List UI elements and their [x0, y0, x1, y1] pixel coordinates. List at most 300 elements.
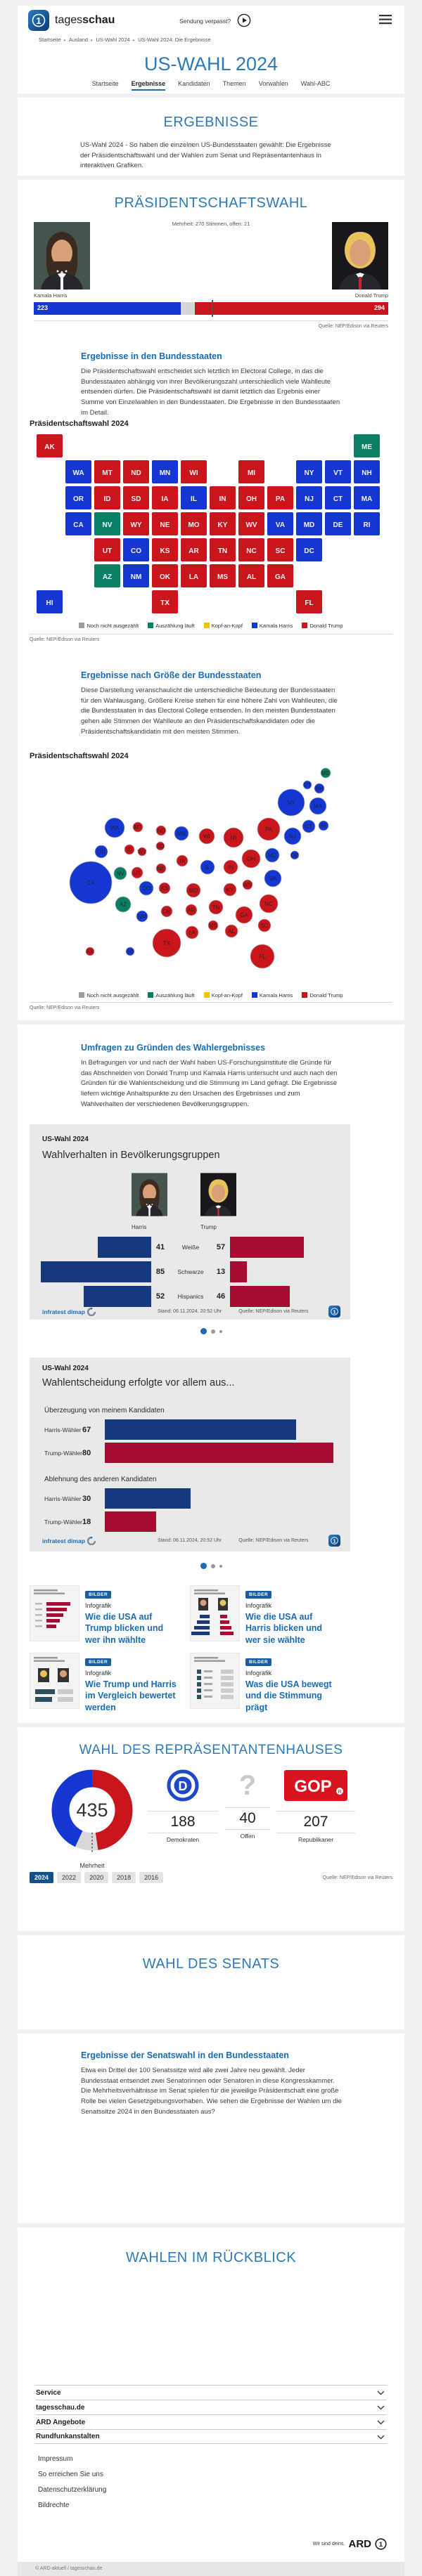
svg-text:1: 1 — [378, 2540, 383, 2548]
state-AZ[interactable] — [94, 564, 120, 587]
tagesschau-logo-icon — [28, 10, 49, 31]
state-CA[interactable] — [65, 512, 91, 535]
carousel-dot[interactable] — [211, 1564, 215, 1568]
state-DE[interactable] — [325, 512, 351, 535]
year-pill-2020[interactable]: 2020 — [84, 1872, 108, 1883]
democrats-seats: 188 — [148, 1811, 218, 1833]
state-bubble-NH[interactable] — [314, 783, 324, 793]
state-MO[interactable] — [181, 512, 207, 535]
breadcrumb: Startseite ▸ Ausland ▸ US-Wahl 2024 ▸ US-Wahl 2024: Die Ergebnisse — [39, 37, 211, 43]
state-bubble-TN[interactable] — [209, 900, 223, 914]
breadcrumb-item[interactable]: Ausland — [68, 37, 89, 43]
tossup-legend-chip — [204, 623, 210, 628]
trump-bar-track — [230, 1237, 339, 1258]
infographic-footer — [42, 1535, 340, 1547]
carousel-dot-active[interactable] — [200, 1328, 207, 1334]
svg-text:NY: NY — [287, 800, 295, 806]
state-AR[interactable] — [181, 538, 207, 561]
svg-text:CT: CT — [333, 495, 343, 503]
bubble-chart-title: Präsidentschaftswahl 2024 — [30, 752, 129, 760]
ergebnisse-section — [18, 98, 404, 176]
section-title-ergebnisse: ERGEBNISSE — [163, 115, 259, 130]
svg-text:IN: IN — [228, 864, 234, 871]
state-PA[interactable] — [267, 486, 293, 509]
state-MS[interactable] — [210, 564, 236, 587]
missed-broadcast-label[interactable]: Sendung verpasst? — [179, 18, 231, 25]
svg-text:NV: NV — [102, 521, 113, 529]
state-WY[interactable] — [123, 512, 149, 535]
footer-link[interactable]: Datenschutzerklärung — [38, 2485, 107, 2494]
quelle-note: Quelle: NEP/Edison via Reuters — [238, 1538, 309, 1543]
state-bubble-NM[interactable] — [136, 911, 148, 922]
state-KS[interactable] — [152, 538, 178, 561]
state-bubble-TX[interactable] — [153, 929, 181, 957]
state-bubble-VT[interactable] — [303, 781, 312, 789]
teaser-thumbnail-image — [30, 1585, 79, 1641]
umfragen-text: In Befragungen vor und nach der Wahl haben US-Forschungsinstitute die Gründe für das Abschneiden von Donald Trump und Kamala Harris untersucht und auch nach den Gründen für die Wahlentscheidung und die Stimmung im Land gefragt. Die Ergebnisse liefern wichtige Anhaltspunkte zu den Ursachen des Ergebnisses und zum Wahlverhalten der verschiedenen Bevölkerungsgruppen. — [81, 1059, 338, 1108]
svg-text:LA: LA — [188, 573, 199, 581]
infratest-dimap-mark — [87, 1308, 96, 1316]
svg-text:VA: VA — [269, 876, 277, 882]
section-title-senat: WAHL DES SENATS — [142, 1956, 280, 1972]
copyright-bar — [18, 2562, 404, 2576]
state-bubble-CO[interactable] — [139, 881, 153, 895]
state-MD[interactable] — [296, 512, 322, 535]
carousel-dot-active[interactable] — [200, 1563, 207, 1569]
teaser-kicker: Infografik — [245, 1670, 272, 1677]
footer-accordion-4[interactable] — [35, 2429, 387, 2444]
state-bubble-FL[interactable] — [250, 944, 274, 968]
svg-text:RI: RI — [363, 521, 371, 529]
state-bubble-WV[interactable] — [243, 880, 252, 890]
harris-bar — [84, 1286, 151, 1307]
democrats-label: Demokraten — [166, 1836, 200, 1843]
svg-text:OR: OR — [73, 495, 84, 503]
state-bubble-IL[interactable] — [200, 860, 215, 874]
footer-link[interactable]: Impressum — [38, 2454, 73, 2463]
trump-bar-track — [230, 1286, 339, 1307]
teaser-title[interactable]: Wie die USA auf Harris blicken und wer sie wählte — [245, 1612, 323, 1645]
gop-logo — [284, 1769, 347, 1802]
state-NH[interactable] — [354, 460, 380, 483]
footer-accordion-2[interactable] — [35, 2400, 387, 2414]
legend-item: Kopf-an-Kopf — [204, 992, 243, 998]
senate-states-heading[interactable]: Ergebnisse der Senatswahl in den Bundesstaaten — [81, 2050, 289, 2060]
state-bubble-MN[interactable] — [174, 826, 188, 840]
bilder-badge: BILDER — [245, 1658, 271, 1666]
teaser-thumbnail-image — [190, 1585, 240, 1641]
legend-item: Noch nicht ausgezählt — [79, 623, 139, 629]
state-bubble-UT[interactable] — [132, 867, 143, 878]
state-NV[interactable] — [94, 512, 120, 535]
divider — [34, 320, 388, 321]
year-pill-2016[interactable]: 2016 — [139, 1872, 163, 1883]
divider — [30, 1002, 392, 1003]
carousel-dot[interactable] — [219, 1565, 222, 1568]
source-note: Quelle: NEP/Edison via Reuters — [30, 637, 100, 642]
state-VT[interactable] — [325, 460, 351, 483]
state-bubble-NY[interactable] — [278, 789, 305, 816]
trump-photo — [332, 222, 388, 293]
ard-claim: Wir sind deins. — [312, 2542, 345, 2546]
svg-text:LA: LA — [188, 930, 196, 936]
svg-text:OH: OH — [246, 495, 257, 503]
section-title-praesidentschaftswahl: PRÄSIDENTSCHAFTSWAHL — [114, 195, 308, 211]
tab-vorwahlen[interactable]: Vorwahlen — [258, 80, 288, 87]
state-SD[interactable] — [123, 486, 149, 509]
state-bubble-MD[interactable] — [265, 848, 279, 862]
state-bubble-AZ[interactable] — [115, 897, 131, 912]
voter-group-label: Harris-Wähler — [44, 1426, 82, 1433]
bubble-legend — [18, 992, 404, 998]
state-WA[interactable] — [65, 460, 91, 483]
svg-text:WY: WY — [130, 521, 142, 529]
republicans-column — [276, 1769, 355, 1843]
ard-logo[interactable] — [313, 2538, 387, 2550]
state-IA[interactable] — [152, 486, 178, 509]
state-NM[interactable] — [123, 564, 149, 587]
legend-item: Auszählung läuft — [148, 623, 194, 629]
state-DC[interactable] — [296, 538, 322, 561]
accordion-label: Rundfunkanstalten — [36, 2433, 100, 2440]
state-IL[interactable] — [181, 486, 207, 509]
state-NE[interactable] — [152, 512, 178, 535]
stand-note: Stand: 06.11.2024, 20:52 Uhr — [157, 1538, 222, 1543]
state-NC[interactable] — [238, 538, 264, 561]
header-section — [18, 6, 404, 93]
state-bubble-LA[interactable] — [186, 926, 198, 939]
svg-text:ID: ID — [103, 495, 111, 503]
map-legend — [18, 623, 404, 629]
hamburger-menu-icon[interactable] — [379, 15, 392, 28]
state-FL[interactable] — [296, 590, 322, 613]
state-KY[interactable] — [210, 512, 236, 535]
svg-text:MI: MI — [230, 835, 237, 841]
state-NJ[interactable] — [296, 486, 322, 509]
svg-text:R: R — [338, 1790, 342, 1795]
state-bubble-ID[interactable] — [124, 845, 134, 854]
bilder-badge: BILDER — [245, 1591, 271, 1599]
year-pill-2022[interactable]: 2022 — [57, 1872, 81, 1883]
svg-text:DC: DC — [304, 547, 314, 555]
state-MI[interactable] — [238, 460, 264, 483]
infographic-kicker: US-Wahl 2024 — [42, 1136, 89, 1143]
svg-text:VA: VA — [275, 521, 286, 529]
open-column — [225, 1769, 270, 1840]
teaser-link[interactable] — [190, 1585, 339, 1646]
electoral-result-bar[interactable] — [34, 302, 388, 315]
teaser-thumbnail — [190, 1585, 240, 1646]
state-bubble-KS[interactable] — [159, 883, 170, 894]
state-bubble-PA[interactable] — [257, 818, 280, 840]
svg-text:UT: UT — [102, 547, 113, 555]
infographic-title: Wahlverhalten in Bevölkerungsgruppen — [42, 1150, 220, 1161]
state-MT[interactable] — [94, 460, 120, 483]
state-bubble-OH[interactable] — [242, 850, 260, 868]
state-TX[interactable] — [152, 590, 178, 613]
voter-group-value: 80 — [82, 1448, 91, 1457]
state-bubble-CT[interactable] — [302, 820, 315, 833]
teaser-thumbnail — [30, 1653, 79, 1713]
state-bubble-ME[interactable] — [321, 768, 331, 778]
footer-accordion-1[interactable] — [35, 2385, 387, 2400]
teaser-text — [85, 1585, 179, 1646]
portrait-image — [34, 222, 90, 290]
state-bubble-SC[interactable] — [258, 919, 271, 932]
infographic-footer — [42, 1306, 340, 1318]
svg-text:1: 1 — [36, 15, 41, 26]
state-ID[interactable] — [94, 486, 120, 509]
svg-text:SD: SD — [131, 495, 141, 503]
state-AK[interactable] — [37, 434, 63, 457]
state-bubble-OR[interactable] — [95, 845, 108, 858]
democrats-logo — [167, 1769, 199, 1802]
state-MA[interactable] — [354, 486, 380, 509]
tab-wahl-abc[interactable]: Wahl-ABC — [300, 80, 331, 87]
svg-text:TX: TX — [160, 599, 170, 607]
trump-bar-segment-value: 294 — [373, 304, 385, 311]
bilder-badge: BILDER — [85, 1591, 111, 1599]
teaser-thumbnail — [30, 1585, 79, 1646]
legend-item: Donald Trump — [302, 992, 343, 998]
state-bubble-AL[interactable] — [225, 925, 238, 937]
states-map[interactable] — [30, 433, 392, 622]
ard-one-icon — [375, 2538, 387, 2550]
republicans-label: Republikaner — [298, 1836, 334, 1843]
carousel-dots[interactable] — [18, 1328, 404, 1334]
state-bubble-MS[interactable] — [208, 921, 218, 930]
state-MN[interactable] — [152, 460, 178, 483]
open-question-icon: ? — [238, 1770, 257, 1801]
state-bubble-ND[interactable] — [156, 826, 166, 835]
teaser-title[interactable]: Was die USA bewegt und die Stimmung prägt — [245, 1679, 332, 1712]
svg-text:CA: CA — [87, 880, 95, 886]
svg-text:TX: TX — [162, 940, 171, 947]
state-LA[interactable] — [181, 564, 207, 587]
state-OK[interactable] — [152, 564, 178, 587]
decision-bar — [105, 1419, 296, 1440]
state-CT[interactable] — [325, 486, 351, 509]
tagesschau-logo-icon — [328, 1535, 340, 1547]
state-TN[interactable] — [210, 538, 236, 561]
svg-text:MO: MO — [188, 521, 200, 529]
state-bubble-MI[interactable] — [224, 828, 243, 847]
teaser-title[interactable]: Wie die USA auf Trump blicken und wer ihn wählte — [85, 1612, 164, 1645]
svg-text:ID: ID — [127, 847, 132, 853]
state-bubble-IN[interactable] — [224, 860, 238, 874]
state-bubble-NC[interactable] — [260, 895, 278, 913]
group-label: Hispanics — [177, 1293, 204, 1300]
svg-text:MI: MI — [247, 469, 256, 477]
ard-wordmark: ARD — [348, 2538, 371, 2550]
trump-bar — [230, 1286, 290, 1307]
republicans-seats: 207 — [276, 1811, 355, 1833]
source-note: Quelle: NEP/Edison via Reuters — [322, 1875, 392, 1880]
state-OR[interactable] — [65, 486, 91, 509]
state-IN[interactable] — [210, 486, 236, 509]
source-note: Quelle: NEP/Edison via Reuters — [318, 324, 388, 329]
svg-text:CT: CT — [305, 824, 313, 830]
play-button[interactable] — [237, 13, 251, 31]
svg-text:ME: ME — [362, 443, 372, 451]
chevron-down-icon — [377, 2416, 385, 2428]
breadcrumb-item[interactable]: US-Wahl 2024: Die Ergebnisse — [138, 37, 211, 43]
state-bubble-AK[interactable] — [86, 947, 94, 956]
state-OH[interactable] — [238, 486, 264, 509]
harris-bar-segment — [34, 302, 181, 315]
teaser-text — [245, 1653, 339, 1713]
teaser-title[interactable]: Wie Trump und Harris im Vergleich bewertet werden — [85, 1679, 177, 1712]
harris-legend-chip — [252, 992, 257, 998]
state-RI[interactable] — [354, 512, 380, 535]
trump-bar — [230, 1237, 304, 1258]
infographic-decision — [30, 1358, 350, 1552]
svg-text:KY: KY — [226, 887, 234, 893]
state-bubble-WY[interactable] — [138, 847, 148, 856]
uncounted-legend-chip — [79, 992, 84, 998]
tab-themen[interactable]: Themen — [222, 80, 246, 87]
svg-text:IA: IA — [161, 495, 169, 503]
legend-item: Donald Trump — [302, 623, 343, 629]
svg-text:WA: WA — [110, 825, 120, 831]
state-bubble-SD[interactable] — [156, 842, 165, 850]
teaser-text — [85, 1653, 179, 1713]
carousel-dots[interactable] — [18, 1563, 404, 1569]
footer-accordion-3[interactable] — [35, 2414, 387, 2429]
state-bubble-RI[interactable] — [319, 821, 328, 831]
svg-text:AK: AK — [86, 949, 94, 955]
year-pill-2024[interactable]: 2024 — [30, 1872, 53, 1883]
teaser-link[interactable] — [190, 1653, 339, 1713]
tab-startseite[interactable]: Startseite — [91, 80, 119, 87]
svg-text:MO: MO — [188, 887, 198, 894]
year-pill-2018[interactable]: 2018 — [112, 1872, 136, 1883]
map-chart-title: Präsidentschaftswahl 2024 — [30, 419, 129, 428]
state-bubble-NJ[interactable] — [284, 828, 301, 845]
size-heading[interactable]: Ergebnisse nach Größe der Bundesstaaten — [81, 670, 262, 680]
state-bubble-GA[interactable] — [236, 906, 252, 923]
state-GA[interactable] — [267, 564, 293, 587]
svg-text:MT: MT — [134, 824, 142, 831]
teaser-link[interactable] — [30, 1653, 179, 1713]
teaser-link[interactable] — [30, 1585, 179, 1646]
state-bubble-IA[interactable] — [177, 855, 188, 866]
state-VA[interactable] — [267, 512, 293, 535]
tagesschau-logo[interactable] — [28, 10, 49, 31]
states-heading[interactable]: Ergebnisse in den Bundesstaaten — [81, 351, 222, 361]
svg-text:OH: OH — [247, 856, 255, 862]
infratest-dimap-logo: infratest dimap — [42, 1308, 85, 1315]
svg-text:CO: CO — [131, 547, 141, 555]
state-bubble-WI[interactable] — [199, 828, 215, 844]
state-bubble-DE[interactable] — [290, 851, 299, 859]
sub-navigation — [18, 80, 404, 91]
svg-text:WV: WV — [245, 521, 257, 529]
state-HI[interactable] — [37, 590, 63, 613]
stand-note: Stand: 06.11.2024, 20:52 Uhr — [157, 1309, 222, 1314]
house-donut-chart[interactable] — [46, 1764, 139, 1860]
legend-item: Noch nicht ausgezählt — [79, 992, 139, 998]
footer-link[interactable]: Bildrechte — [38, 2501, 70, 2509]
bubble-cartogram[interactable] — [51, 766, 371, 980]
svg-text:OK: OK — [162, 909, 171, 915]
teaser-thumbnail — [190, 1653, 240, 1713]
state-ME[interactable] — [354, 434, 380, 457]
accordion-label: ARD Angebote — [36, 2418, 86, 2426]
state-UT[interactable] — [94, 538, 120, 561]
state-WV[interactable] — [238, 512, 264, 535]
state-bubble-KY[interactable] — [224, 883, 236, 896]
state-SC[interactable] — [267, 538, 293, 561]
bilder-badge: BILDER — [85, 1658, 111, 1666]
trump-bar-track — [230, 1261, 339, 1282]
state-bubble-CA[interactable] — [70, 861, 112, 904]
state-bubble-NV[interactable] — [114, 867, 127, 880]
svg-text:1: 1 — [333, 1537, 336, 1544]
carousel-dot[interactable] — [219, 1330, 222, 1333]
svg-text:FL: FL — [259, 954, 266, 960]
state-NY[interactable] — [296, 460, 322, 483]
brand-wordmark[interactable] — [55, 14, 115, 27]
tab-ergebnisse[interactable]: Ergebnisse — [132, 80, 166, 91]
svg-text:PA: PA — [275, 495, 286, 503]
harris-value: 85 — [155, 1268, 165, 1276]
svg-text:NC: NC — [264, 901, 273, 907]
svg-text:MA: MA — [314, 803, 322, 809]
state-bubble-HI[interactable] — [126, 947, 134, 956]
breadcrumb-item[interactable]: US-Wahl 2024 — [96, 37, 130, 43]
svg-text:VT: VT — [303, 782, 312, 788]
svg-text:WI: WI — [189, 469, 198, 477]
demographic-row — [41, 1261, 339, 1282]
voter-group-label: Trump-Wähler — [44, 1449, 82, 1457]
carousel-dot[interactable] — [211, 1329, 215, 1334]
svg-text:MN: MN — [159, 469, 171, 477]
chevron-down-icon — [377, 2386, 385, 2399]
state-AL[interactable] — [238, 564, 264, 587]
trump-bar-segment — [195, 302, 388, 315]
state-bubble-MO[interactable] — [186, 883, 200, 897]
decision-row — [44, 1419, 296, 1440]
svg-text:GOP: GOP — [294, 1777, 332, 1796]
decision-row — [44, 1443, 333, 1463]
harris-bar-track — [41, 1286, 151, 1307]
state-bubble-WA[interactable] — [105, 818, 124, 838]
breadcrumb-item[interactable]: Startseite — [39, 37, 61, 43]
hamburger-bars — [379, 15, 392, 25]
voter-group-value: 30 — [82, 1494, 91, 1503]
state-bubble-AR[interactable] — [186, 904, 197, 916]
svg-text:SC: SC — [275, 547, 286, 555]
infographic-demographics — [30, 1124, 350, 1320]
svg-text:AK: AK — [44, 443, 55, 451]
harris-bar-track — [41, 1237, 151, 1258]
umfragen-heading[interactable]: Umfragen zu Gründen des Wahlergebnisses — [81, 1043, 266, 1053]
svg-text:KY: KY — [217, 521, 228, 529]
state-bubble-NE[interactable] — [156, 864, 166, 873]
state-CO[interactable] — [123, 538, 149, 561]
tab-kandidaten[interactable]: Kandidaten — [178, 80, 210, 87]
state-ND[interactable] — [123, 460, 149, 483]
svg-text:GA: GA — [240, 912, 248, 918]
state-WI[interactable] — [181, 460, 207, 483]
state-bubble-MT[interactable] — [133, 822, 143, 832]
footer-link[interactable]: So erreichen Sie uns — [38, 2470, 103, 2478]
state-bubble-MA[interactable] — [309, 798, 326, 814]
state-bubble-OK[interactable] — [161, 906, 172, 917]
state-bubble-VA[interactable] — [264, 870, 281, 887]
svg-text:NC: NC — [246, 547, 257, 555]
